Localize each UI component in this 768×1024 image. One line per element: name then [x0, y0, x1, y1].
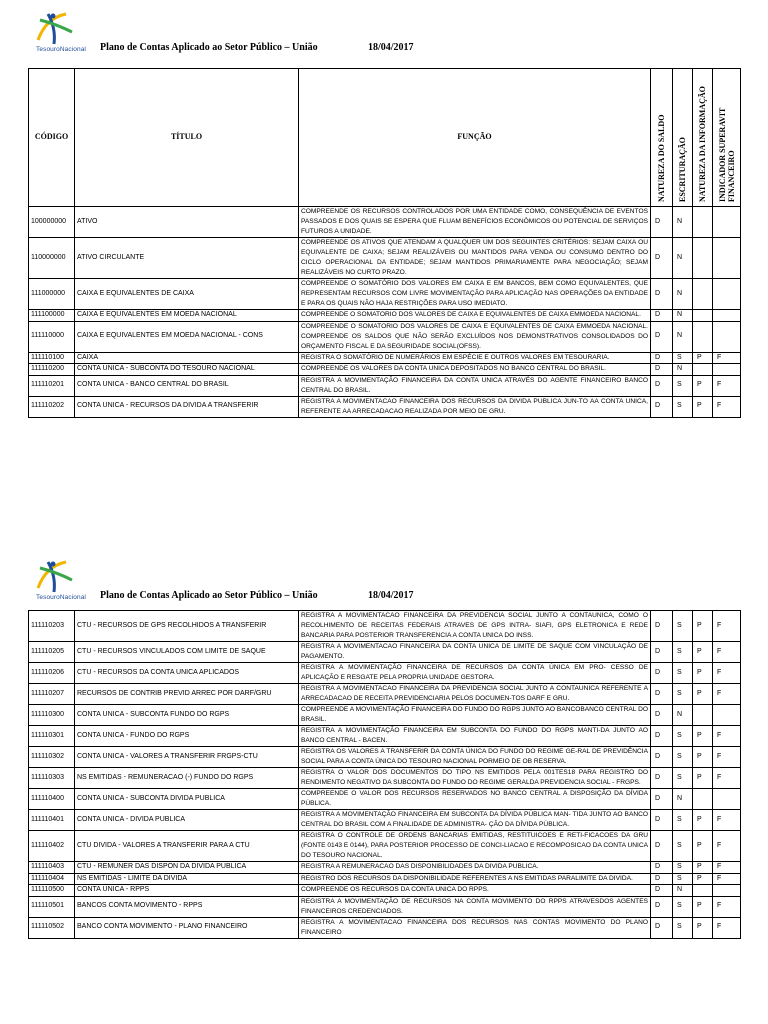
table-row	[29, 642, 741, 663]
cell-escrituracao: S	[673, 375, 693, 396]
cell-funcao: REGISTRA A MOVIMENTAÇÃO FINANCEIRA DA CONTA UNICA ATRAVÉS DO AGENTE FINANCEIRO BANCO CENTRAL DO BRASIL.	[299, 375, 651, 396]
cell-natureza-saldo: D	[651, 310, 673, 322]
cell-escrituracao: S	[673, 726, 693, 747]
cell-funcao: COMPREENDE OS VALORES DA CONTA UNICA DEPOSITADOS NO BANCO CENTRAL DO BRASIL.	[299, 364, 651, 376]
cell-funcao: COMPREENDE O SOMATÓRIO DOS VALORES EM CAIXA E EM BANCOS, BEM COMO EQUIVALENTES, QUE REPRESENTAM RECURSOS COM LIVRE MOVIMENTAÇÃO PARA APLICAÇÃO NAS OPERAÇÕES DA ENTIDADE E PARA OS QUAIS NÃO HAJA RESTRIÇÕES PARA USO IMEDIATO.	[299, 279, 651, 310]
column-header-codigo: CÓDIGO	[29, 69, 75, 207]
table-row	[29, 684, 741, 705]
cell-codigo: 111110303	[29, 768, 75, 789]
cell-codigo: 111110403	[29, 862, 75, 874]
cell-titulo: CTU - REMUNER DAS DISPON DA DIVIDA PUBLICA	[75, 862, 299, 874]
cell-escrituracao: S	[673, 396, 693, 417]
cell-funcao: REGISTRO DOS RECURSOS DA DISPONIBILIDADE REFERENTES A NS EMITIDAS PARALIMITE DA DIVIDA.	[299, 873, 651, 885]
cell-natureza-informacao: P	[693, 352, 713, 364]
tesouro-nacional-logo	[26, 10, 96, 56]
cell-indicador-superavit: F	[713, 642, 741, 663]
cell-natureza-saldo: D	[651, 896, 673, 917]
cell-natureza-saldo: D	[651, 885, 673, 897]
cell-natureza-informacao: P	[693, 917, 713, 938]
cell-natureza-saldo: D	[651, 364, 673, 376]
cell-natureza-informacao: P	[693, 396, 713, 417]
cell-codigo: 111000000	[29, 279, 75, 310]
cell-indicador-superavit: F	[713, 611, 741, 642]
table-row	[29, 896, 741, 917]
cell-funcao: REGISTRA A MOVIMENTAÇÃO FINANCEIRA EM SUBCONTA DA DÍVIDA PÚBLICA MAN- TIDA JUNTO AO BANCO CENTRAL DO BRASIL COM A FINALIDADE DE ADMINISTRA- ÇÃO DA DÍVIDA PÚBLICA.	[299, 810, 651, 831]
column-header-natureza-saldo: NATUREZA DO SALDO	[651, 69, 673, 207]
cell-indicador-superavit	[713, 789, 741, 810]
cell-funcao: REGISTRA A REMUNERACAO DAS DISPONIBILIDADES DA DIVIDA PUBLICA.	[299, 862, 651, 874]
cell-escrituracao: S	[673, 611, 693, 642]
cell-escrituracao: N	[673, 321, 693, 352]
page-header	[0, 548, 768, 608]
cell-funcao: COMPREENDE O VALOR DOS RECURSOS RESERVADOS NO BANCO CENTRAL A DISPOSIÇÃO DA DÍVIDA PÚBLICA.	[299, 789, 651, 810]
cell-titulo: CTU - RECURSOS DA CONTA UNICA APLICADOS	[75, 663, 299, 684]
cell-funcao: REGISTRA A MOVIMENTAÇÃO DE RECURSOS NA CONTA MOVIMENTO DO RPPS ATRAVESDOS AGENTES FINANCEIROS CREDENCIADOS.	[299, 896, 651, 917]
cell-indicador-superavit	[713, 279, 741, 310]
cell-natureza-saldo: D	[651, 207, 673, 238]
table-row	[29, 747, 741, 768]
cell-escrituracao: S	[673, 768, 693, 789]
table-row	[29, 364, 741, 376]
cell-indicador-superavit: F	[713, 352, 741, 364]
logo-text: TesouroNacional	[36, 46, 86, 53]
cell-funcao: REGISTRA A MOVIMENTACAO FINANCEIRA DOS RECURSOS DA DIVIDA PUBLICA JUN-TO AA CONTA UNICA, REFERENTE AA ARRECADACAO REALIZADA POR MEIO DE GRU.	[299, 396, 651, 417]
cell-natureza-informacao: P	[693, 831, 713, 862]
cell-escrituracao: S	[673, 810, 693, 831]
cell-codigo: 111110000	[29, 321, 75, 352]
cell-indicador-superavit	[713, 207, 741, 238]
cell-natureza-informacao: P	[693, 747, 713, 768]
cell-natureza-saldo: D	[651, 768, 673, 789]
cell-titulo: RECURSOS DE CONTRIB PREVID ARREC POR DARF/GRU	[75, 684, 299, 705]
cell-titulo: CAIXA E EQUIVALENTES EM MOEDA NACIONAL	[75, 310, 299, 322]
cell-titulo: CONTA UNICA - SUBCONTA DO TESOURO NACIONAL	[75, 364, 299, 376]
cell-titulo: CONTA UNICA - RECURSOS DA DIVIDA A TRANSFERIR	[75, 396, 299, 417]
cell-funcao: COMPREENDE OS RECURSOS DA CONTA UNICA DO RPPS.	[299, 885, 651, 897]
cell-escrituracao: S	[673, 831, 693, 862]
cell-funcao: REGISTRA A MOVIMENTAÇÃO FINANCEIRA DE RECURSOS DA CONTA ÚNICA EM PRO- CESSO DE APLICAÇÃO E RESGATE PELA PROPRIA UNIDADE GESTORA.	[299, 663, 651, 684]
cell-indicador-superavit: F	[713, 747, 741, 768]
cell-indicador-superavit: F	[713, 684, 741, 705]
cell-natureza-informacao: P	[693, 375, 713, 396]
cell-natureza-informacao: P	[693, 896, 713, 917]
table-row	[29, 310, 741, 322]
cell-indicador-superavit: F	[713, 768, 741, 789]
table-row	[29, 810, 741, 831]
cell-indicador-superavit	[713, 238, 741, 279]
column-header-escrituracao: ESCRITURAÇÃO	[673, 69, 693, 207]
cell-codigo: 111100000	[29, 310, 75, 322]
table-row	[29, 726, 741, 747]
cell-codigo: 111110301	[29, 726, 75, 747]
cell-escrituracao: N	[673, 705, 693, 726]
table-row	[29, 917, 741, 938]
cell-escrituracao: N	[673, 310, 693, 322]
cell-indicador-superavit: F	[713, 726, 741, 747]
cell-natureza-saldo: D	[651, 705, 673, 726]
cell-titulo: ATIVO	[75, 207, 299, 238]
cell-codigo: 111110201	[29, 375, 75, 396]
cell-escrituracao: N	[673, 207, 693, 238]
cell-indicador-superavit: F	[713, 873, 741, 885]
cell-escrituracao: N	[673, 885, 693, 897]
cell-natureza-informacao: P	[693, 862, 713, 874]
table-row	[29, 885, 741, 897]
cell-escrituracao: S	[673, 917, 693, 938]
cell-escrituracao: S	[673, 663, 693, 684]
cell-codigo: 100000000	[29, 207, 75, 238]
cell-indicador-superavit: F	[713, 663, 741, 684]
cell-codigo: 111110500	[29, 885, 75, 897]
table-header-row	[29, 69, 741, 207]
cell-natureza-informacao	[693, 789, 713, 810]
cell-indicador-superavit	[713, 321, 741, 352]
cell-codigo: 111110206	[29, 663, 75, 684]
cell-natureza-saldo: D	[651, 684, 673, 705]
cell-titulo: CONTA UNICA - VALORES A TRANSFERIR FRGPS-CTU	[75, 747, 299, 768]
cell-titulo: CONTA UNICA - BANCO CENTRAL DO BRASIL	[75, 375, 299, 396]
tesouro-logo-icon	[26, 558, 96, 594]
cell-natureza-saldo: D	[651, 810, 673, 831]
cell-codigo: 111110100	[29, 352, 75, 364]
cell-codigo: 111110501	[29, 896, 75, 917]
cell-indicador-superavit	[713, 310, 741, 322]
cell-codigo: 111110302	[29, 747, 75, 768]
document-title: Plano de Contas Aplicado ao Setor Público – União	[100, 590, 318, 601]
cell-codigo: 111110200	[29, 364, 75, 376]
cell-natureza-informacao	[693, 321, 713, 352]
cell-natureza-informacao	[693, 238, 713, 279]
cell-natureza-saldo: D	[651, 238, 673, 279]
table-row	[29, 862, 741, 874]
document-date: 18/04/2017	[368, 590, 414, 601]
document-title: Plano de Contas Aplicado ao Setor Público – União	[100, 42, 318, 53]
cell-codigo: 111110404	[29, 873, 75, 885]
cell-titulo: CONTA UNICA - FUNDO DO RGPS	[75, 726, 299, 747]
cell-natureza-informacao: P	[693, 684, 713, 705]
cell-natureza-informacao	[693, 885, 713, 897]
table-row	[29, 705, 741, 726]
cell-codigo: 111110300	[29, 705, 75, 726]
cell-natureza-saldo: D	[651, 396, 673, 417]
cell-escrituracao: N	[673, 364, 693, 376]
cell-natureza-saldo: D	[651, 642, 673, 663]
cell-indicador-superavit: F	[713, 862, 741, 874]
cell-natureza-saldo: D	[651, 726, 673, 747]
table-row	[29, 663, 741, 684]
cell-indicador-superavit: F	[713, 896, 741, 917]
cell-titulo: CONTA UNICA - DIVIDA PUBLICA	[75, 810, 299, 831]
tesouro-logo-icon	[26, 10, 96, 46]
cell-natureza-informacao: P	[693, 611, 713, 642]
cell-indicador-superavit: F	[713, 375, 741, 396]
table-row	[29, 611, 741, 642]
table-row	[29, 207, 741, 238]
cell-natureza-saldo: D	[651, 279, 673, 310]
cell-titulo: CAIXA	[75, 352, 299, 364]
cell-funcao: COMPREENDE O SOMATORIO DOS VALORES DE CAIXA E EQUIVALENTES DE CAIXA EMMOEDA NACIONAL.	[299, 310, 651, 322]
cell-titulo: CONTA UNICA - SUBCONTA DIVIDA PUBLICA	[75, 789, 299, 810]
cell-titulo: CAIXA E EQUIVALENTES DE CAIXA	[75, 279, 299, 310]
cell-natureza-saldo: D	[651, 747, 673, 768]
cell-codigo: 111110203	[29, 611, 75, 642]
cell-natureza-saldo: D	[651, 611, 673, 642]
cell-codigo: 110000000	[29, 238, 75, 279]
cell-escrituracao: S	[673, 352, 693, 364]
cell-funcao: REGISTRA A MOVIMENTACAO FINANCEIRA DOS RECURSOS NAS CONTAS MOVIMENTO DO PLANO FINANCEIRO	[299, 917, 651, 938]
cell-funcao: REGISTRA O SOMATÓRIO DE NUMERÁRIOS EM ESPÉCIE E OUTROS VALORES EM TESOURARIA.	[299, 352, 651, 364]
cell-natureza-informacao	[693, 207, 713, 238]
cell-escrituracao: S	[673, 684, 693, 705]
accounts-table	[28, 610, 741, 939]
cell-codigo: 111110402	[29, 831, 75, 862]
cell-natureza-saldo: D	[651, 862, 673, 874]
cell-funcao: COMPREENDE O SOMATORIO DOS VALORES DE CAIXA E EQUIVALENTES DE CAIXA EMMOEDA NACIONAL. COMPREENDE OS SALDOS QUE NÃO SERÃO EXCLUÍDOS NOS DEMONSTRATIVOS CONSOLIDADOS DO ORÇAMENTO FISCAL E DA SEGURIDADE SOCIAL(OFSS).	[299, 321, 651, 352]
logo-text: TesouroNacional	[36, 594, 86, 601]
table-row	[29, 789, 741, 810]
cell-titulo: ATIVO CIRCULANTE	[75, 238, 299, 279]
cell-natureza-informacao: P	[693, 642, 713, 663]
column-header-funcao: FUNÇÃO	[299, 69, 651, 207]
table-row	[29, 831, 741, 862]
table-row	[29, 279, 741, 310]
cell-escrituracao: N	[673, 789, 693, 810]
cell-codigo: 111110202	[29, 396, 75, 417]
cell-funcao: COMPREENDE A MOVIMENTAÇÃO FINANCEIRA DO FUNDO DO RGPS JUNTO AO BANCOBANCO CENTRAL DO BRASIL.	[299, 705, 651, 726]
cell-escrituracao: N	[673, 279, 693, 310]
cell-funcao: REGISTRA OS VALORES A TRANSFERIR DA CONTA ÚNICA DO FUNDO DO REGIME GE-RAL DE PREVIDÊNCIA SOCIAL PARA A CONTA ÚNICA DO TESOURO NACIONAL PORMEIO DE OB RESERVA.	[299, 747, 651, 768]
cell-funcao: REGISTRA O CONTROLE DE ORDENS BANCARIAS EMITIDAS, RESTITUICOES E RETI-FICACOES DA GRU (FONTE 0143 E 0144), PARA POSTERIOR PROCESSO DE CONCI-LIACAO E RECOMPOSICAO DA CONTA UNICA DO TESOURO NACIONAL.	[299, 831, 651, 862]
cell-natureza-informacao: P	[693, 726, 713, 747]
cell-titulo: CTU - RECURSOS DE GPS RECOLHIDOS A TRANSFERIR	[75, 611, 299, 642]
cell-codigo: 111110502	[29, 917, 75, 938]
cell-natureza-saldo: D	[651, 789, 673, 810]
cell-titulo: CONTA UNICA - SUBCONTA FUNDO DO RGPS	[75, 705, 299, 726]
cell-natureza-informacao: P	[693, 663, 713, 684]
column-header-natureza-informacao: NATUREZA DA INFORMAÇÃO	[693, 69, 713, 207]
cell-indicador-superavit	[713, 885, 741, 897]
cell-escrituracao: S	[673, 642, 693, 663]
page-header	[0, 0, 768, 60]
cell-natureza-informacao: P	[693, 768, 713, 789]
cell-indicador-superavit: F	[713, 396, 741, 417]
table-row	[29, 238, 741, 279]
cell-natureza-saldo: D	[651, 831, 673, 862]
table-row	[29, 321, 741, 352]
cell-titulo: NS EMITIDAS - LIMITE DA DIVIDA	[75, 873, 299, 885]
column-header-titulo: TÍTULO	[75, 69, 299, 207]
cell-natureza-informacao	[693, 364, 713, 376]
cell-funcao: COMPREENDE OS ATIVOS QUE ATENDAM A QUALQUER UM DOS SEGUINTES CRITÉRIOS: SEJAM CAIXA OU EQUIVALENTE DE CAIXA; SEJAM REALIZÁVEIS OU MANTIDOS PARA VENDA OU CONSUMO DENTRO DO CICLO OPERACIONAL DA ENTIDADE; SEJAM MANTIDOS PRIMARIAMENTE PARA NEGOCIAÇÃO; SEJAM REALIZÁVEIS NO CURTO PRAZO.	[299, 238, 651, 279]
cell-natureza-informacao: P	[693, 810, 713, 831]
cell-escrituracao: S	[673, 896, 693, 917]
cell-natureza-saldo: D	[651, 663, 673, 684]
cell-escrituracao: S	[673, 873, 693, 885]
cell-funcao: COMPREENDE OS RECURSOS CONTROLADOS POR UMA ENTIDADE COMO, CONSEQUÊNCIA DE EVENTOS PASSADOS E DOS QUAIS SE ESPERA QUE FLUAM BENEFÍCIOS ECONÔMICOS OU POTENCIAL DE SERVIÇOS FUTUROS A UNIDADE.	[299, 207, 651, 238]
table-row	[29, 375, 741, 396]
cell-funcao: REGISTRA O VALOR DOS DOCUMENTOS DO TIPO NS EMITIDOS PELA 001TES18 PARA REGISTRO DO RENDIMENTO NEGATIVO DA SUBCONTA DO FUNDO DO REGIME GERALDA PREVIDENCIA SOCIAL - FRGPS.	[299, 768, 651, 789]
cell-codigo: 111110400	[29, 789, 75, 810]
table-row	[29, 768, 741, 789]
cell-titulo: BANCOS CONTA MOVIMENTO - RPPS	[75, 896, 299, 917]
cell-funcao: REGISTRA A MOVIMENTAÇÃO FINANCEIRA EM SUBCONTA DO FUNDO DO RGPS MANTI-DA JUNTO AO BANCO CENTRAL - BACEN.	[299, 726, 651, 747]
accounts-table	[28, 68, 741, 418]
cell-indicador-superavit: F	[713, 810, 741, 831]
table-row	[29, 396, 741, 417]
cell-titulo: CTU - RECURSOS VINCULADOS COM LIMITE DE SAQUE	[75, 642, 299, 663]
table-row	[29, 873, 741, 885]
cell-escrituracao: N	[673, 238, 693, 279]
cell-natureza-saldo: D	[651, 321, 673, 352]
cell-natureza-saldo: D	[651, 917, 673, 938]
cell-indicador-superavit: F	[713, 917, 741, 938]
cell-escrituracao: S	[673, 862, 693, 874]
cell-natureza-informacao	[693, 279, 713, 310]
cell-natureza-saldo: D	[651, 375, 673, 396]
cell-funcao: REGISTRA A MOVIMENTACAO FINANCEIRA DA CONTA UNICA DE LIMITE DE SAQUE COM VINCULAÇÃO DE PAGAMENTO.	[299, 642, 651, 663]
cell-titulo: NS EMITIDAS - REMUNERACAO (-) FUNDO DO RGPS	[75, 768, 299, 789]
cell-indicador-superavit: F	[713, 831, 741, 862]
document-date: 18/04/2017	[368, 42, 414, 53]
cell-natureza-saldo: D	[651, 873, 673, 885]
cell-natureza-informacao: P	[693, 873, 713, 885]
cell-funcao: REGISTRA A MOVIMENTACAO FINANCEIRA DA PREVIDENCIA SOCIAL JUNTO A CONTAUNICA, COMO O RECOLHIMENTO DE RECEITAS FEDERAIS ATRAVES DE GPS INTRA- SIAFI, GPS ELETRONICA E REDE BANCARIA PARA POSTERIOR TRANSFERENCIA A CONTA UNICA DO INSS.	[299, 611, 651, 642]
tesouro-nacional-logo	[26, 558, 96, 604]
cell-natureza-saldo: D	[651, 352, 673, 364]
cell-natureza-informacao	[693, 705, 713, 726]
cell-titulo: CTU DIVIDA - VALORES A TRANSFERIR PARA A CTU	[75, 831, 299, 862]
cell-indicador-superavit	[713, 364, 741, 376]
column-header-indicador-superavit: INDICADOR SUPERAVIT FINANCEIRO	[713, 69, 741, 207]
cell-indicador-superavit	[713, 705, 741, 726]
cell-titulo: CAIXA E EQUIVALENTES EM MOEDA NACIONAL - CONS	[75, 321, 299, 352]
cell-titulo: BANCO CONTA MOVIMENTO - PLANO FINANCEIRO	[75, 917, 299, 938]
cell-titulo: CONTA UNICA - RPPS	[75, 885, 299, 897]
cell-codigo: 111110401	[29, 810, 75, 831]
cell-codigo: 111110205	[29, 642, 75, 663]
cell-natureza-informacao	[693, 310, 713, 322]
cell-funcao: REGISTRA A MOVIMENTACAO FINANCEIRA DA PREVIDENCIA SOCIAL JUNTO A CONTAUNICA REFERENTE A ARRECADACAO DE RECEITA PREVIDENCIARIA PELOS DOCUMEN-TOS DARF E GRU.	[299, 684, 651, 705]
cell-codigo: 111110207	[29, 684, 75, 705]
table-row	[29, 352, 741, 364]
cell-escrituracao: S	[673, 747, 693, 768]
